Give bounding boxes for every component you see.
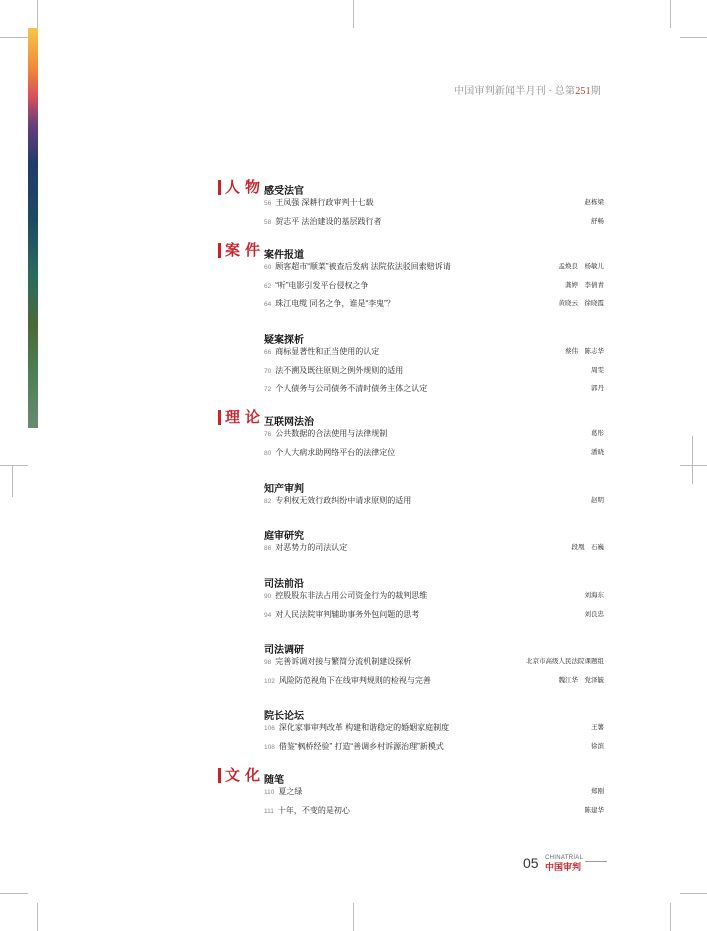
entry-title: 控股股东非法占用公司资金行为的裁判思维 <box>275 591 428 600</box>
toc-entry[interactable] <box>264 741 604 753</box>
header-prefix: 中国审判新闻半月刊 · 总第 <box>454 86 576 97</box>
toc-entry[interactable] <box>264 805 604 817</box>
entry-title: 法不溯及既往原则之例外规则的适用 <box>275 365 404 375</box>
toc-entry[interactable] <box>264 428 604 440</box>
crop-mark <box>670 0 671 28</box>
category-heading: 司法前沿 <box>264 579 304 590</box>
entry-page: 110 <box>264 789 275 796</box>
entry-title: 完善诉调对接与繁简分流机制建设探析 <box>275 657 412 666</box>
entry-page: 62 <box>264 282 272 290</box>
entry-title: 十年，不变的是初心 <box>277 805 350 815</box>
entry-page: 60 <box>264 264 272 271</box>
toc-entry[interactable] <box>264 280 604 292</box>
category-heading: 随笔 <box>264 775 284 786</box>
category-heading: 庭审研究 <box>264 531 304 542</box>
entry-author: 段凰 石巍 <box>571 544 604 551</box>
magazine-logo <box>545 855 583 872</box>
entry-author: 周雯 <box>591 366 604 374</box>
entry-page: 82 <box>264 498 272 505</box>
entry-page: 64 <box>264 301 272 308</box>
entry-page: 76 <box>264 431 272 438</box>
category-heading: 案件报道 <box>264 250 304 261</box>
crop-mark <box>670 903 671 931</box>
entry-author: 刘海东 <box>584 592 604 599</box>
entry-author: 舒畅 <box>591 217 604 225</box>
toc-entry[interactable] <box>264 722 604 734</box>
entry-author: 黄晓云 徐晓霞 <box>558 300 604 307</box>
entry-page: 56 <box>264 200 272 207</box>
entry-page: 70 <box>264 367 272 375</box>
toc-entry[interactable] <box>264 383 604 395</box>
entry-author: 龚婷 李倩青 <box>565 281 604 289</box>
entry-page: 86 <box>264 545 272 552</box>
toc-entry[interactable] <box>264 447 604 459</box>
category-heading: 院长论坛 <box>264 711 304 722</box>
entry-author: 刘良忠 <box>584 610 604 618</box>
crop-mark <box>680 465 707 466</box>
entry-title: 专利权无效行政纠纷中请求原则的适用 <box>275 496 412 505</box>
section-label: 人物 <box>218 180 265 195</box>
entry-title: 个人债务与公司债务不清时债务主体之认定 <box>275 384 428 393</box>
entry-author: 蔡伟 陈志华 <box>565 348 604 355</box>
logo-chinese: 中国审判 <box>545 862 582 872</box>
toc-entry[interactable] <box>264 197 604 209</box>
entry-title: 对人民法院审判辅助事务外包问题的思考 <box>275 609 420 619</box>
entry-title: 公共数据的合法使用与法律规制 <box>275 429 388 438</box>
entry-author: 赵栋梁 <box>584 199 604 206</box>
toc-entry[interactable] <box>264 298 604 310</box>
entry-title: 贺志平 法治建设的基层践行者 <box>275 216 382 226</box>
entry-author: 潘晓 <box>591 448 604 456</box>
entry-author: 徐滨 <box>591 742 604 750</box>
category-heading: 疑案探析 <box>264 335 304 346</box>
cover-photo-strip <box>28 28 38 428</box>
page-number: 05 <box>523 855 539 871</box>
category-heading: 互联网法治 <box>264 417 314 428</box>
entry-page: 90 <box>264 593 272 600</box>
issue-number: 251 <box>575 86 591 97</box>
entry-author: 葛彤 <box>591 430 604 437</box>
toc-entry[interactable] <box>264 365 604 377</box>
crop-mark <box>0 37 28 38</box>
toc-entry[interactable] <box>264 216 604 228</box>
crop-mark <box>37 0 38 28</box>
section-label: 案件 <box>218 243 265 258</box>
entry-author: 孟焕良 杨敏儿 <box>558 263 604 270</box>
entry-page: 102 <box>264 677 275 685</box>
entry-page: 98 <box>264 659 272 666</box>
section-label: 理论 <box>218 410 265 425</box>
crop-mark <box>0 893 28 894</box>
entry-title: 商标显著性和正当使用的认定 <box>275 347 380 356</box>
toc-entry[interactable] <box>264 495 604 507</box>
footer-rule <box>585 861 607 862</box>
logo-english: CHINATRIAL <box>545 855 584 861</box>
crop-mark <box>353 903 354 931</box>
entry-author: 陈建华 <box>584 806 604 814</box>
running-header <box>454 82 601 97</box>
entry-page: 58 <box>264 218 272 226</box>
entry-title: “听”电影引发平台侵权之争 <box>275 280 369 290</box>
category-heading: 司法调研 <box>264 645 304 656</box>
entry-page: 94 <box>264 611 272 619</box>
entry-page: 72 <box>264 386 272 393</box>
toc-entry[interactable] <box>264 346 604 358</box>
entry-title: 对恶势力的司法认定 <box>275 543 348 552</box>
entry-page: 66 <box>264 349 272 356</box>
entry-title: 深化家事审判改革 构建和谐稳定的婚姻家庭制度 <box>278 723 450 732</box>
entry-page: 106 <box>264 725 275 732</box>
crop-mark <box>0 465 28 466</box>
section-label: 文化 <box>218 768 265 783</box>
entry-author: 郑刚 <box>591 788 604 795</box>
entry-author: 赵明 <box>591 497 604 504</box>
toc-entry[interactable] <box>264 590 604 602</box>
entry-author: 郭丹 <box>591 385 604 392</box>
entry-author: 王薯 <box>591 724 604 731</box>
category-heading: 感受法官 <box>264 186 304 197</box>
entry-title: 借鉴“枫桥经验” 打造“善调乡村诉源治理”新模式 <box>278 741 444 751</box>
entry-title: 个人大病求助网络平台的法律定位 <box>275 447 396 457</box>
entry-page: 111 <box>264 807 274 815</box>
toc-entry[interactable] <box>264 261 604 273</box>
entry-page: 80 <box>264 449 272 457</box>
toc-entry[interactable] <box>264 542 604 554</box>
crop-mark <box>680 893 707 894</box>
entry-author: 魏江华 党泽毓 <box>558 676 604 684</box>
crop-mark <box>12 465 13 497</box>
entry-page: 108 <box>264 743 275 751</box>
header-suffix: 期 <box>590 86 601 97</box>
entry-title: 珠江电缆 同名之争，谁是“李鬼”？ <box>275 299 395 308</box>
toc-entry[interactable] <box>264 675 604 687</box>
category-heading: 知产审判 <box>264 484 304 495</box>
crop-mark <box>37 903 38 931</box>
entry-author: 北京市高级人民法院课题组 <box>526 658 604 665</box>
crop-mark <box>692 436 693 484</box>
entry-title: 夏之绿 <box>278 787 303 796</box>
entry-title: 风险防范视角下在线审判规则的检视与完善 <box>278 675 431 685</box>
toc-entry[interactable] <box>264 786 604 798</box>
entry-title: 王凤强 深耕行政审判十七载 <box>275 198 374 207</box>
entry-title: 顾客超市“顺菜”被查后发病 法院依法驳回索赔诉请 <box>275 262 451 271</box>
crop-mark <box>680 37 707 38</box>
crop-mark <box>353 0 354 28</box>
toc-entry[interactable] <box>264 656 604 668</box>
toc-entry[interactable] <box>264 609 604 621</box>
